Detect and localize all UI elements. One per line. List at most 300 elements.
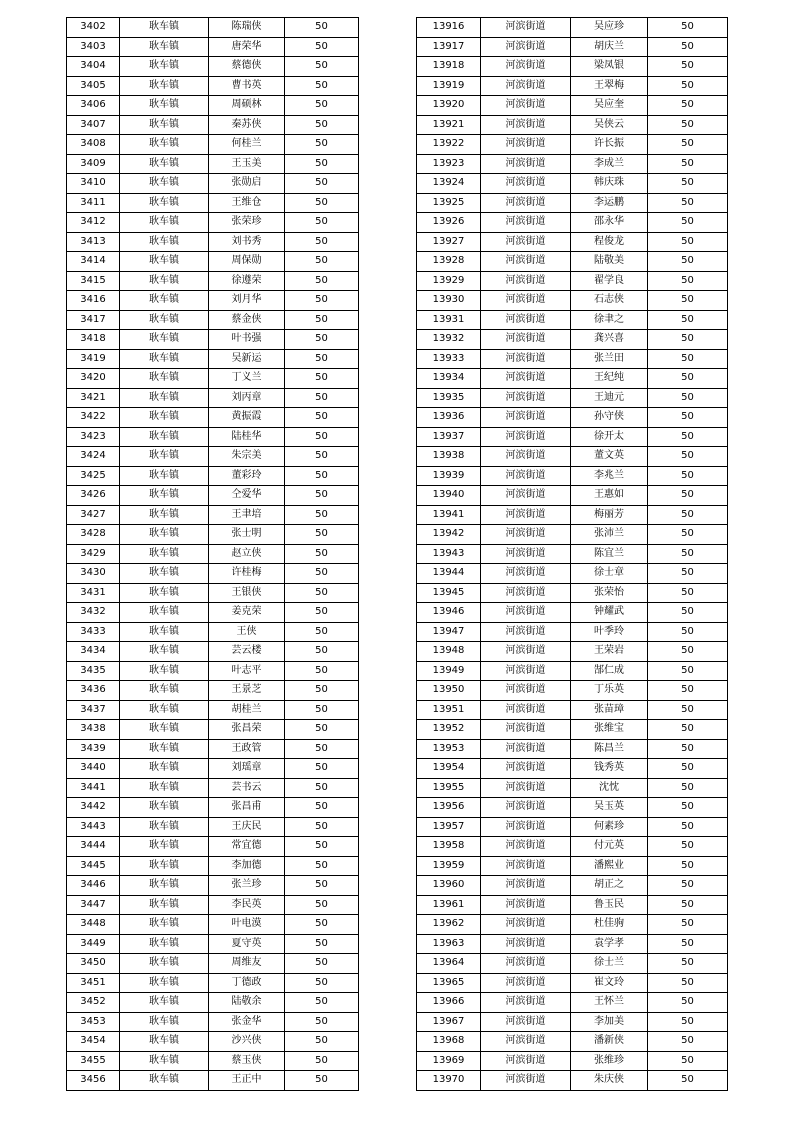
table-row xyxy=(67,954,359,974)
town-cell: 耿车镇 xyxy=(120,739,209,759)
amount-cell: 50 xyxy=(648,856,728,876)
person-name-cell: 张昌甫 xyxy=(209,798,285,818)
town-cell: 河滨街道 xyxy=(481,369,571,389)
table-row xyxy=(67,1051,359,1071)
table-row xyxy=(67,232,359,252)
person-name-cell: 龚兴喜 xyxy=(571,330,648,350)
table-row xyxy=(417,154,728,174)
amount-cell: 50 xyxy=(285,252,359,272)
table-row xyxy=(67,115,359,135)
town-cell: 耿车镇 xyxy=(120,115,209,135)
amount-cell: 50 xyxy=(648,96,728,116)
amount-cell: 50 xyxy=(285,232,359,252)
row-number-cell: 13929 xyxy=(417,271,481,291)
person-name-cell: 张勋启 xyxy=(209,174,285,194)
table-row xyxy=(417,369,728,389)
town-cell: 耿车镇 xyxy=(120,1032,209,1052)
amount-cell: 50 xyxy=(285,993,359,1013)
amount-cell: 50 xyxy=(648,603,728,623)
table-row xyxy=(67,856,359,876)
row-number-cell: 3450 xyxy=(67,954,120,974)
town-cell: 耿车镇 xyxy=(120,954,209,974)
person-name-cell: 丁义兰 xyxy=(209,369,285,389)
town-cell: 河滨街道 xyxy=(481,934,571,954)
amount-cell: 50 xyxy=(648,291,728,311)
town-cell: 耿车镇 xyxy=(120,408,209,428)
person-name-cell: 陈瑞侠 xyxy=(209,18,285,38)
table-row xyxy=(67,583,359,603)
town-cell: 耿车镇 xyxy=(120,895,209,915)
amount-cell: 50 xyxy=(648,115,728,135)
row-number-cell: 3427 xyxy=(67,505,120,525)
row-number-cell: 13965 xyxy=(417,973,481,993)
town-cell: 耿车镇 xyxy=(120,798,209,818)
person-name-cell: 郜仁成 xyxy=(571,661,648,681)
row-number-cell: 3419 xyxy=(67,349,120,369)
row-number-cell: 13950 xyxy=(417,681,481,701)
row-number-cell: 3446 xyxy=(67,876,120,896)
table-row xyxy=(67,408,359,428)
amount-cell: 50 xyxy=(285,934,359,954)
table-row xyxy=(417,1051,728,1071)
row-number-cell: 3428 xyxy=(67,525,120,545)
table-row xyxy=(67,310,359,330)
table-row xyxy=(67,76,359,96)
row-number-cell: 3447 xyxy=(67,895,120,915)
row-number-cell: 3424 xyxy=(67,447,120,467)
row-number-cell: 13935 xyxy=(417,388,481,408)
amount-cell: 50 xyxy=(648,505,728,525)
amount-cell: 50 xyxy=(285,856,359,876)
row-number-cell: 13945 xyxy=(417,583,481,603)
person-name-cell: 梅丽芳 xyxy=(571,505,648,525)
town-cell: 耿车镇 xyxy=(120,525,209,545)
table-row xyxy=(67,934,359,954)
town-cell: 河滨街道 xyxy=(481,954,571,974)
town-cell: 耿车镇 xyxy=(120,486,209,506)
table-row xyxy=(417,466,728,486)
table-row xyxy=(417,1032,728,1052)
amount-cell: 50 xyxy=(285,135,359,155)
town-cell: 耿车镇 xyxy=(120,505,209,525)
person-name-cell: 仝爱华 xyxy=(209,486,285,506)
table-row xyxy=(417,1012,728,1032)
table-row xyxy=(417,37,728,57)
person-name-cell: 吴侠云 xyxy=(571,115,648,135)
town-cell: 河滨街道 xyxy=(481,720,571,740)
row-number-cell: 13954 xyxy=(417,759,481,779)
amount-cell: 50 xyxy=(648,271,728,291)
person-name-cell: 胡桂兰 xyxy=(209,700,285,720)
table-row xyxy=(417,934,728,954)
row-number-cell: 3454 xyxy=(67,1032,120,1052)
town-cell: 耿车镇 xyxy=(120,291,209,311)
amount-cell: 50 xyxy=(648,759,728,779)
town-cell: 河滨街道 xyxy=(481,193,571,213)
amount-cell: 50 xyxy=(285,544,359,564)
row-number-cell: 13952 xyxy=(417,720,481,740)
town-cell: 河滨街道 xyxy=(481,778,571,798)
amount-cell: 50 xyxy=(285,1012,359,1032)
person-name-cell: 董文英 xyxy=(571,447,648,467)
row-number-cell: 3411 xyxy=(67,193,120,213)
table-row xyxy=(67,973,359,993)
amount-cell: 50 xyxy=(648,330,728,350)
amount-cell: 50 xyxy=(285,720,359,740)
amount-cell: 50 xyxy=(285,915,359,935)
amount-cell: 50 xyxy=(285,817,359,837)
table-row xyxy=(417,954,728,974)
town-cell: 耿车镇 xyxy=(120,700,209,720)
town-cell: 河滨街道 xyxy=(481,18,571,38)
table-row xyxy=(67,525,359,545)
amount-cell: 50 xyxy=(285,330,359,350)
amount-cell: 50 xyxy=(648,817,728,837)
table-row xyxy=(67,349,359,369)
row-number-cell: 3455 xyxy=(67,1051,120,1071)
table-row xyxy=(67,486,359,506)
row-number-cell: 3421 xyxy=(67,388,120,408)
person-name-cell: 王政管 xyxy=(209,739,285,759)
amount-cell: 50 xyxy=(648,76,728,96)
amount-cell: 50 xyxy=(285,96,359,116)
person-name-cell: 蔡金侠 xyxy=(209,310,285,330)
person-name-cell: 王纪纯 xyxy=(571,369,648,389)
person-name-cell: 陈昌兰 xyxy=(571,739,648,759)
row-number-cell: 3443 xyxy=(67,817,120,837)
person-name-cell: 胡庆兰 xyxy=(571,37,648,57)
row-number-cell: 3433 xyxy=(67,622,120,642)
person-name-cell: 王银侠 xyxy=(209,583,285,603)
row-number-cell: 3404 xyxy=(67,57,120,77)
row-number-cell: 3431 xyxy=(67,583,120,603)
town-cell: 河滨街道 xyxy=(481,603,571,623)
town-cell: 耿车镇 xyxy=(120,661,209,681)
table-row xyxy=(417,661,728,681)
town-cell: 河滨街道 xyxy=(481,817,571,837)
person-name-cell: 程俊龙 xyxy=(571,232,648,252)
person-name-cell: 许桂梅 xyxy=(209,564,285,584)
amount-cell: 50 xyxy=(285,310,359,330)
table-row xyxy=(417,57,728,77)
row-number-cell: 3413 xyxy=(67,232,120,252)
person-name-cell: 王景芝 xyxy=(209,681,285,701)
amount-cell: 50 xyxy=(648,388,728,408)
row-number-cell: 13921 xyxy=(417,115,481,135)
table-row xyxy=(417,564,728,584)
person-name-cell: 张维宝 xyxy=(571,720,648,740)
table-row xyxy=(67,993,359,1013)
town-cell: 河滨街道 xyxy=(481,447,571,467)
town-cell: 耿车镇 xyxy=(120,720,209,740)
row-number-cell: 13918 xyxy=(417,57,481,77)
person-name-cell: 蔡玉侠 xyxy=(209,1051,285,1071)
town-cell: 河滨街道 xyxy=(481,739,571,759)
amount-cell: 50 xyxy=(285,193,359,213)
row-number-cell: 13936 xyxy=(417,408,481,428)
table-body xyxy=(67,18,359,1091)
town-cell: 耿车镇 xyxy=(120,96,209,116)
row-number-cell: 13964 xyxy=(417,954,481,974)
table-row xyxy=(417,700,728,720)
person-name-cell: 王庆民 xyxy=(209,817,285,837)
town-cell: 河滨街道 xyxy=(481,388,571,408)
person-name-cell: 夏守英 xyxy=(209,934,285,954)
person-name-cell: 潘熙业 xyxy=(571,856,648,876)
table-row xyxy=(417,583,728,603)
row-number-cell: 3434 xyxy=(67,642,120,662)
amount-cell: 50 xyxy=(648,310,728,330)
town-cell: 河滨街道 xyxy=(481,856,571,876)
table-row xyxy=(417,447,728,467)
table-row xyxy=(417,310,728,330)
row-number-cell: 13962 xyxy=(417,915,481,935)
town-cell: 耿车镇 xyxy=(120,193,209,213)
row-number-cell: 3416 xyxy=(67,291,120,311)
table-row xyxy=(417,252,728,272)
town-cell: 耿车镇 xyxy=(120,564,209,584)
town-cell: 耿车镇 xyxy=(120,57,209,77)
amount-cell: 50 xyxy=(285,1032,359,1052)
row-number-cell: 3440 xyxy=(67,759,120,779)
amount-cell: 50 xyxy=(648,681,728,701)
table-row xyxy=(67,1012,359,1032)
table-row xyxy=(417,174,728,194)
town-cell: 河滨街道 xyxy=(481,252,571,272)
person-name-cell: 董彩玲 xyxy=(209,466,285,486)
amount-cell: 50 xyxy=(285,681,359,701)
row-number-cell: 13932 xyxy=(417,330,481,350)
person-name-cell: 徐士章 xyxy=(571,564,648,584)
person-name-cell: 朱庆侠 xyxy=(571,1071,648,1091)
table-row xyxy=(67,817,359,837)
row-number-cell: 13928 xyxy=(417,252,481,272)
person-name-cell: 周硕林 xyxy=(209,96,285,116)
row-number-cell: 3444 xyxy=(67,837,120,857)
amount-cell: 50 xyxy=(648,993,728,1013)
person-name-cell: 张昌荣 xyxy=(209,720,285,740)
roster-table-left xyxy=(66,17,359,1091)
town-cell: 河滨街道 xyxy=(481,466,571,486)
town-cell: 河滨街道 xyxy=(481,544,571,564)
person-name-cell: 李兆兰 xyxy=(571,466,648,486)
person-name-cell: 王荣岩 xyxy=(571,642,648,662)
town-cell: 河滨街道 xyxy=(481,37,571,57)
amount-cell: 50 xyxy=(648,466,728,486)
person-name-cell: 张荣珍 xyxy=(209,213,285,233)
row-number-cell: 13931 xyxy=(417,310,481,330)
town-cell: 河滨街道 xyxy=(481,154,571,174)
town-cell: 耿车镇 xyxy=(120,252,209,272)
town-cell: 河滨街道 xyxy=(481,1071,571,1091)
table-row xyxy=(67,544,359,564)
person-name-cell: 叶书强 xyxy=(209,330,285,350)
row-number-cell: 13963 xyxy=(417,934,481,954)
person-name-cell: 潘新侠 xyxy=(571,1032,648,1052)
person-name-cell: 姜克荣 xyxy=(209,603,285,623)
person-name-cell: 李加德 xyxy=(209,856,285,876)
roster-table-right xyxy=(416,17,728,1091)
row-number-cell: 3403 xyxy=(67,37,120,57)
amount-cell: 50 xyxy=(648,525,728,545)
row-number-cell: 3409 xyxy=(67,154,120,174)
row-number-cell: 3420 xyxy=(67,369,120,389)
amount-cell: 50 xyxy=(648,37,728,57)
amount-cell: 50 xyxy=(285,174,359,194)
amount-cell: 50 xyxy=(285,213,359,233)
amount-cell: 50 xyxy=(285,271,359,291)
person-name-cell: 王翠梅 xyxy=(571,76,648,96)
person-name-cell: 徐士兰 xyxy=(571,954,648,974)
table-row xyxy=(67,915,359,935)
table-row xyxy=(67,466,359,486)
amount-cell: 50 xyxy=(648,583,728,603)
amount-cell: 50 xyxy=(648,486,728,506)
person-name-cell: 王聿培 xyxy=(209,505,285,525)
person-name-cell: 付元英 xyxy=(571,837,648,857)
table-row xyxy=(67,18,359,38)
person-name-cell: 杜佳驹 xyxy=(571,915,648,935)
table-row xyxy=(417,115,728,135)
row-number-cell: 3402 xyxy=(67,18,120,38)
amount-cell: 50 xyxy=(285,505,359,525)
table-row xyxy=(67,154,359,174)
town-cell: 耿车镇 xyxy=(120,427,209,447)
amount-cell: 50 xyxy=(285,895,359,915)
town-cell: 耿车镇 xyxy=(120,271,209,291)
town-cell: 耿车镇 xyxy=(120,778,209,798)
person-name-cell: 周保勋 xyxy=(209,252,285,272)
person-name-cell: 徐聿之 xyxy=(571,310,648,330)
amount-cell: 50 xyxy=(648,57,728,77)
row-number-cell: 3453 xyxy=(67,1012,120,1032)
town-cell: 河滨街道 xyxy=(481,115,571,135)
person-name-cell: 芸云楼 xyxy=(209,642,285,662)
town-cell: 耿车镇 xyxy=(120,1051,209,1071)
person-name-cell: 石志侠 xyxy=(571,291,648,311)
town-cell: 河滨街道 xyxy=(481,973,571,993)
town-cell: 河滨街道 xyxy=(481,349,571,369)
amount-cell: 50 xyxy=(285,622,359,642)
amount-cell: 50 xyxy=(648,408,728,428)
amount-cell: 50 xyxy=(648,876,728,896)
town-cell: 河滨街道 xyxy=(481,135,571,155)
table-row xyxy=(67,778,359,798)
table-row xyxy=(67,213,359,233)
row-number-cell: 3410 xyxy=(67,174,120,194)
person-name-cell: 丁乐英 xyxy=(571,681,648,701)
amount-cell: 50 xyxy=(285,486,359,506)
person-name-cell: 李民英 xyxy=(209,895,285,915)
row-number-cell: 3449 xyxy=(67,934,120,954)
table-row xyxy=(67,603,359,623)
person-name-cell: 张金华 xyxy=(209,1012,285,1032)
amount-cell: 50 xyxy=(648,798,728,818)
amount-cell: 50 xyxy=(648,739,728,759)
person-name-cell: 邵永华 xyxy=(571,213,648,233)
person-name-cell: 何素珍 xyxy=(571,817,648,837)
row-number-cell: 13970 xyxy=(417,1071,481,1091)
person-name-cell: 王玉美 xyxy=(209,154,285,174)
amount-cell: 50 xyxy=(648,954,728,974)
table-row xyxy=(67,271,359,291)
row-number-cell: 3430 xyxy=(67,564,120,584)
row-number-cell: 3408 xyxy=(67,135,120,155)
table-row xyxy=(417,837,728,857)
table-row xyxy=(67,759,359,779)
table-row xyxy=(417,856,728,876)
amount-cell: 50 xyxy=(285,700,359,720)
amount-cell: 50 xyxy=(285,525,359,545)
person-name-cell: 鲁玉民 xyxy=(571,895,648,915)
town-cell: 河滨街道 xyxy=(481,837,571,857)
row-number-cell: 3417 xyxy=(67,310,120,330)
town-cell: 耿车镇 xyxy=(120,213,209,233)
row-number-cell: 3437 xyxy=(67,700,120,720)
row-number-cell: 3451 xyxy=(67,973,120,993)
table-row xyxy=(417,720,728,740)
amount-cell: 50 xyxy=(648,934,728,954)
table-row xyxy=(67,57,359,77)
row-number-cell: 13956 xyxy=(417,798,481,818)
town-cell: 耿车镇 xyxy=(120,232,209,252)
row-number-cell: 3426 xyxy=(67,486,120,506)
table-row xyxy=(67,720,359,740)
town-cell: 耿车镇 xyxy=(120,174,209,194)
amount-cell: 50 xyxy=(648,1051,728,1071)
town-cell: 河滨街道 xyxy=(481,798,571,818)
person-name-cell: 蔡德侠 xyxy=(209,57,285,77)
row-number-cell: 3429 xyxy=(67,544,120,564)
table-row xyxy=(417,271,728,291)
table-row xyxy=(417,96,728,116)
table-row xyxy=(67,1032,359,1052)
person-name-cell: 陆敬余 xyxy=(209,993,285,1013)
town-cell: 河滨街道 xyxy=(481,57,571,77)
person-name-cell: 何桂兰 xyxy=(209,135,285,155)
table-row xyxy=(417,18,728,38)
town-cell: 耿车镇 xyxy=(120,603,209,623)
row-number-cell: 13916 xyxy=(417,18,481,38)
town-cell: 河滨街道 xyxy=(481,427,571,447)
town-cell: 耿车镇 xyxy=(120,330,209,350)
row-number-cell: 13941 xyxy=(417,505,481,525)
amount-cell: 50 xyxy=(648,895,728,915)
table-row xyxy=(67,642,359,662)
person-name-cell: 张士明 xyxy=(209,525,285,545)
row-number-cell: 13943 xyxy=(417,544,481,564)
person-name-cell: 秦苏侠 xyxy=(209,115,285,135)
table-row xyxy=(67,700,359,720)
row-number-cell: 13927 xyxy=(417,232,481,252)
town-cell: 耿车镇 xyxy=(120,18,209,38)
row-number-cell: 3405 xyxy=(67,76,120,96)
table-row xyxy=(67,876,359,896)
row-number-cell: 13925 xyxy=(417,193,481,213)
amount-cell: 50 xyxy=(648,837,728,857)
town-cell: 河滨街道 xyxy=(481,76,571,96)
table-row xyxy=(417,739,728,759)
amount-cell: 50 xyxy=(285,954,359,974)
amount-cell: 50 xyxy=(648,193,728,213)
person-name-cell: 曹书英 xyxy=(209,76,285,96)
amount-cell: 50 xyxy=(648,564,728,584)
row-number-cell: 3415 xyxy=(67,271,120,291)
table-row xyxy=(417,408,728,428)
person-name-cell: 叶季玲 xyxy=(571,622,648,642)
row-number-cell: 3448 xyxy=(67,915,120,935)
table-row xyxy=(67,427,359,447)
